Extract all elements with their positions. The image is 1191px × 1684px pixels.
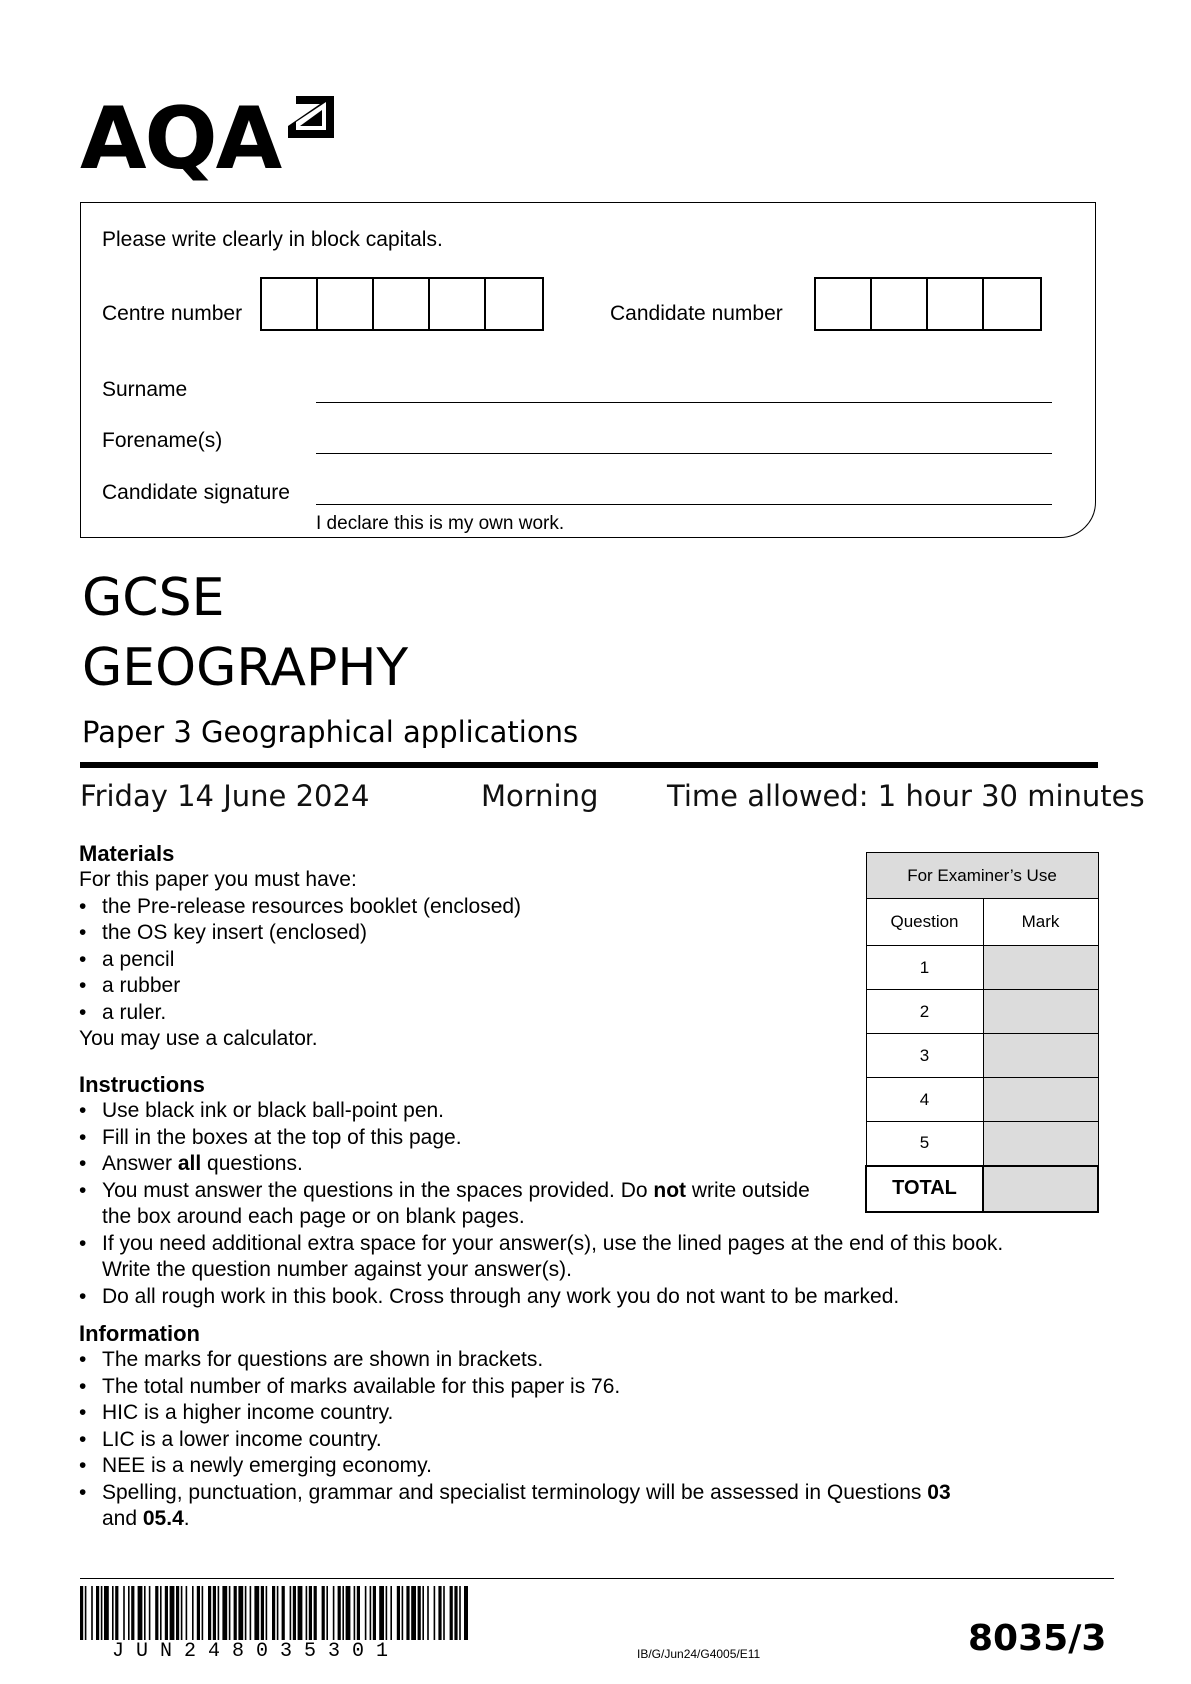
materials-list	[79, 894, 1079, 1027]
list-item: • the OS key insert (enclosed)	[79, 920, 1079, 947]
mark-column-header: Mark	[983, 899, 1098, 946]
question-number: 1	[866, 946, 983, 990]
list-item: • a ruler.	[79, 1000, 1079, 1027]
centre-number-cell[interactable]	[430, 279, 486, 329]
candidate-number-cell[interactable]	[984, 279, 1040, 329]
subject-title: GEOGRAPHY	[82, 638, 409, 698]
centre-number-label: Centre number	[102, 302, 243, 325]
list-item: • the Pre-release resources booklet (enclosed)	[79, 894, 1079, 921]
footer-divider	[80, 1578, 1114, 1579]
instructions-section	[79, 1072, 1079, 1310]
instructions-list	[79, 1098, 1079, 1310]
list-item: • If you need additional extra space for your answer(s), use the lined pages at the end of this book. Write the question number against your answer(s).	[79, 1231, 1079, 1284]
surname-label: Surname	[102, 378, 188, 401]
exam-session: Morning	[481, 779, 599, 813]
calculator-note: You may use a calculator.	[79, 1027, 318, 1050]
materials-section	[79, 841, 1079, 1053]
paper-code: 8035/3	[968, 1618, 1107, 1659]
list-item: • You must answer the questions in the spaces provided. Do not write outside the box around each page or on blank pages.	[79, 1178, 1079, 1231]
examiners-use-heading: For Examiner’s Use	[866, 853, 1098, 899]
aqa-logo-mark-icon	[282, 92, 338, 148]
candidate-number-boxes[interactable]	[814, 277, 1042, 331]
list-item: • Fill in the boxes at the top of this page.	[79, 1125, 1079, 1152]
list-item: • LIC is a lower income country.	[79, 1427, 1079, 1454]
list-item: • Spelling, punctuation, grammar and specialist terminology will be assessed in Questions 03 and 05.4.	[79, 1480, 1079, 1533]
list-item: • Answer all questions.	[79, 1151, 1079, 1178]
block-capitals-instruction: Please write clearly in block capitals.	[102, 228, 443, 251]
list-item: • The total number of marks available for this paper is 76.	[79, 1374, 1079, 1401]
aqa-logo: AQA	[80, 89, 281, 189]
candidate-number-cell[interactable]	[816, 279, 872, 329]
time-allowed: Time allowed: 1 hour 30 minutes	[667, 779, 1145, 813]
question-number: 2	[866, 990, 983, 1034]
list-item: • a pencil	[79, 947, 1079, 974]
candidate-number-cell[interactable]	[928, 279, 984, 329]
centre-number-cell[interactable]	[262, 279, 318, 329]
centre-number-cell[interactable]	[374, 279, 430, 329]
information-section	[79, 1321, 1079, 1533]
information-list	[79, 1347, 1079, 1533]
candidate-number-cell[interactable]	[872, 279, 928, 329]
exam-date: Friday 14 June 2024	[80, 779, 370, 813]
title-divider	[80, 762, 1098, 768]
signature-line[interactable]	[316, 504, 1052, 505]
list-item: • Use black ink or black ball-point pen.	[79, 1098, 1079, 1125]
list-item: • HIC is a higher income country.	[79, 1400, 1079, 1427]
centre-number-boxes[interactable]	[260, 277, 544, 331]
instructions-heading: Instructions	[79, 1072, 205, 1097]
barcode-number: JUN248035301	[112, 1640, 401, 1663]
forenames-line[interactable]	[316, 453, 1052, 454]
list-item: • Do all rough work in this book. Cross through any work you do not want to be marked.	[79, 1284, 1079, 1311]
question-number: 4	[866, 1078, 983, 1122]
total-label: TOTAL	[866, 1166, 983, 1212]
declaration-text: I declare this is my own work.	[316, 513, 565, 534]
information-heading: Information	[79, 1321, 200, 1346]
materials-heading: Materials	[79, 841, 175, 866]
question-number: 3	[866, 1034, 983, 1078]
centre-number-cell[interactable]	[486, 279, 542, 329]
signature-label: Candidate signature	[102, 481, 290, 504]
forenames-label: Forename(s)	[102, 429, 223, 452]
materials-intro: For this paper you must have:	[79, 868, 357, 891]
list-item: • NEE is a newly emerging economy.	[79, 1453, 1079, 1480]
qualification-title: GCSE	[82, 568, 225, 628]
list-item: • a rubber	[79, 973, 1079, 1000]
surname-line[interactable]	[316, 402, 1052, 403]
question-number: 5	[866, 1122, 983, 1166]
list-item: • The marks for questions are shown in brackets.	[79, 1347, 1079, 1374]
centre-number-cell[interactable]	[318, 279, 374, 329]
paper-title: Paper 3 Geographical applications	[82, 715, 579, 749]
question-column-header: Question	[866, 899, 983, 946]
barcode-icon	[80, 1586, 468, 1640]
candidate-number-label: Candidate number	[610, 302, 783, 325]
document-reference: IB/G/Jun24/G4005/E11	[637, 1647, 761, 1661]
